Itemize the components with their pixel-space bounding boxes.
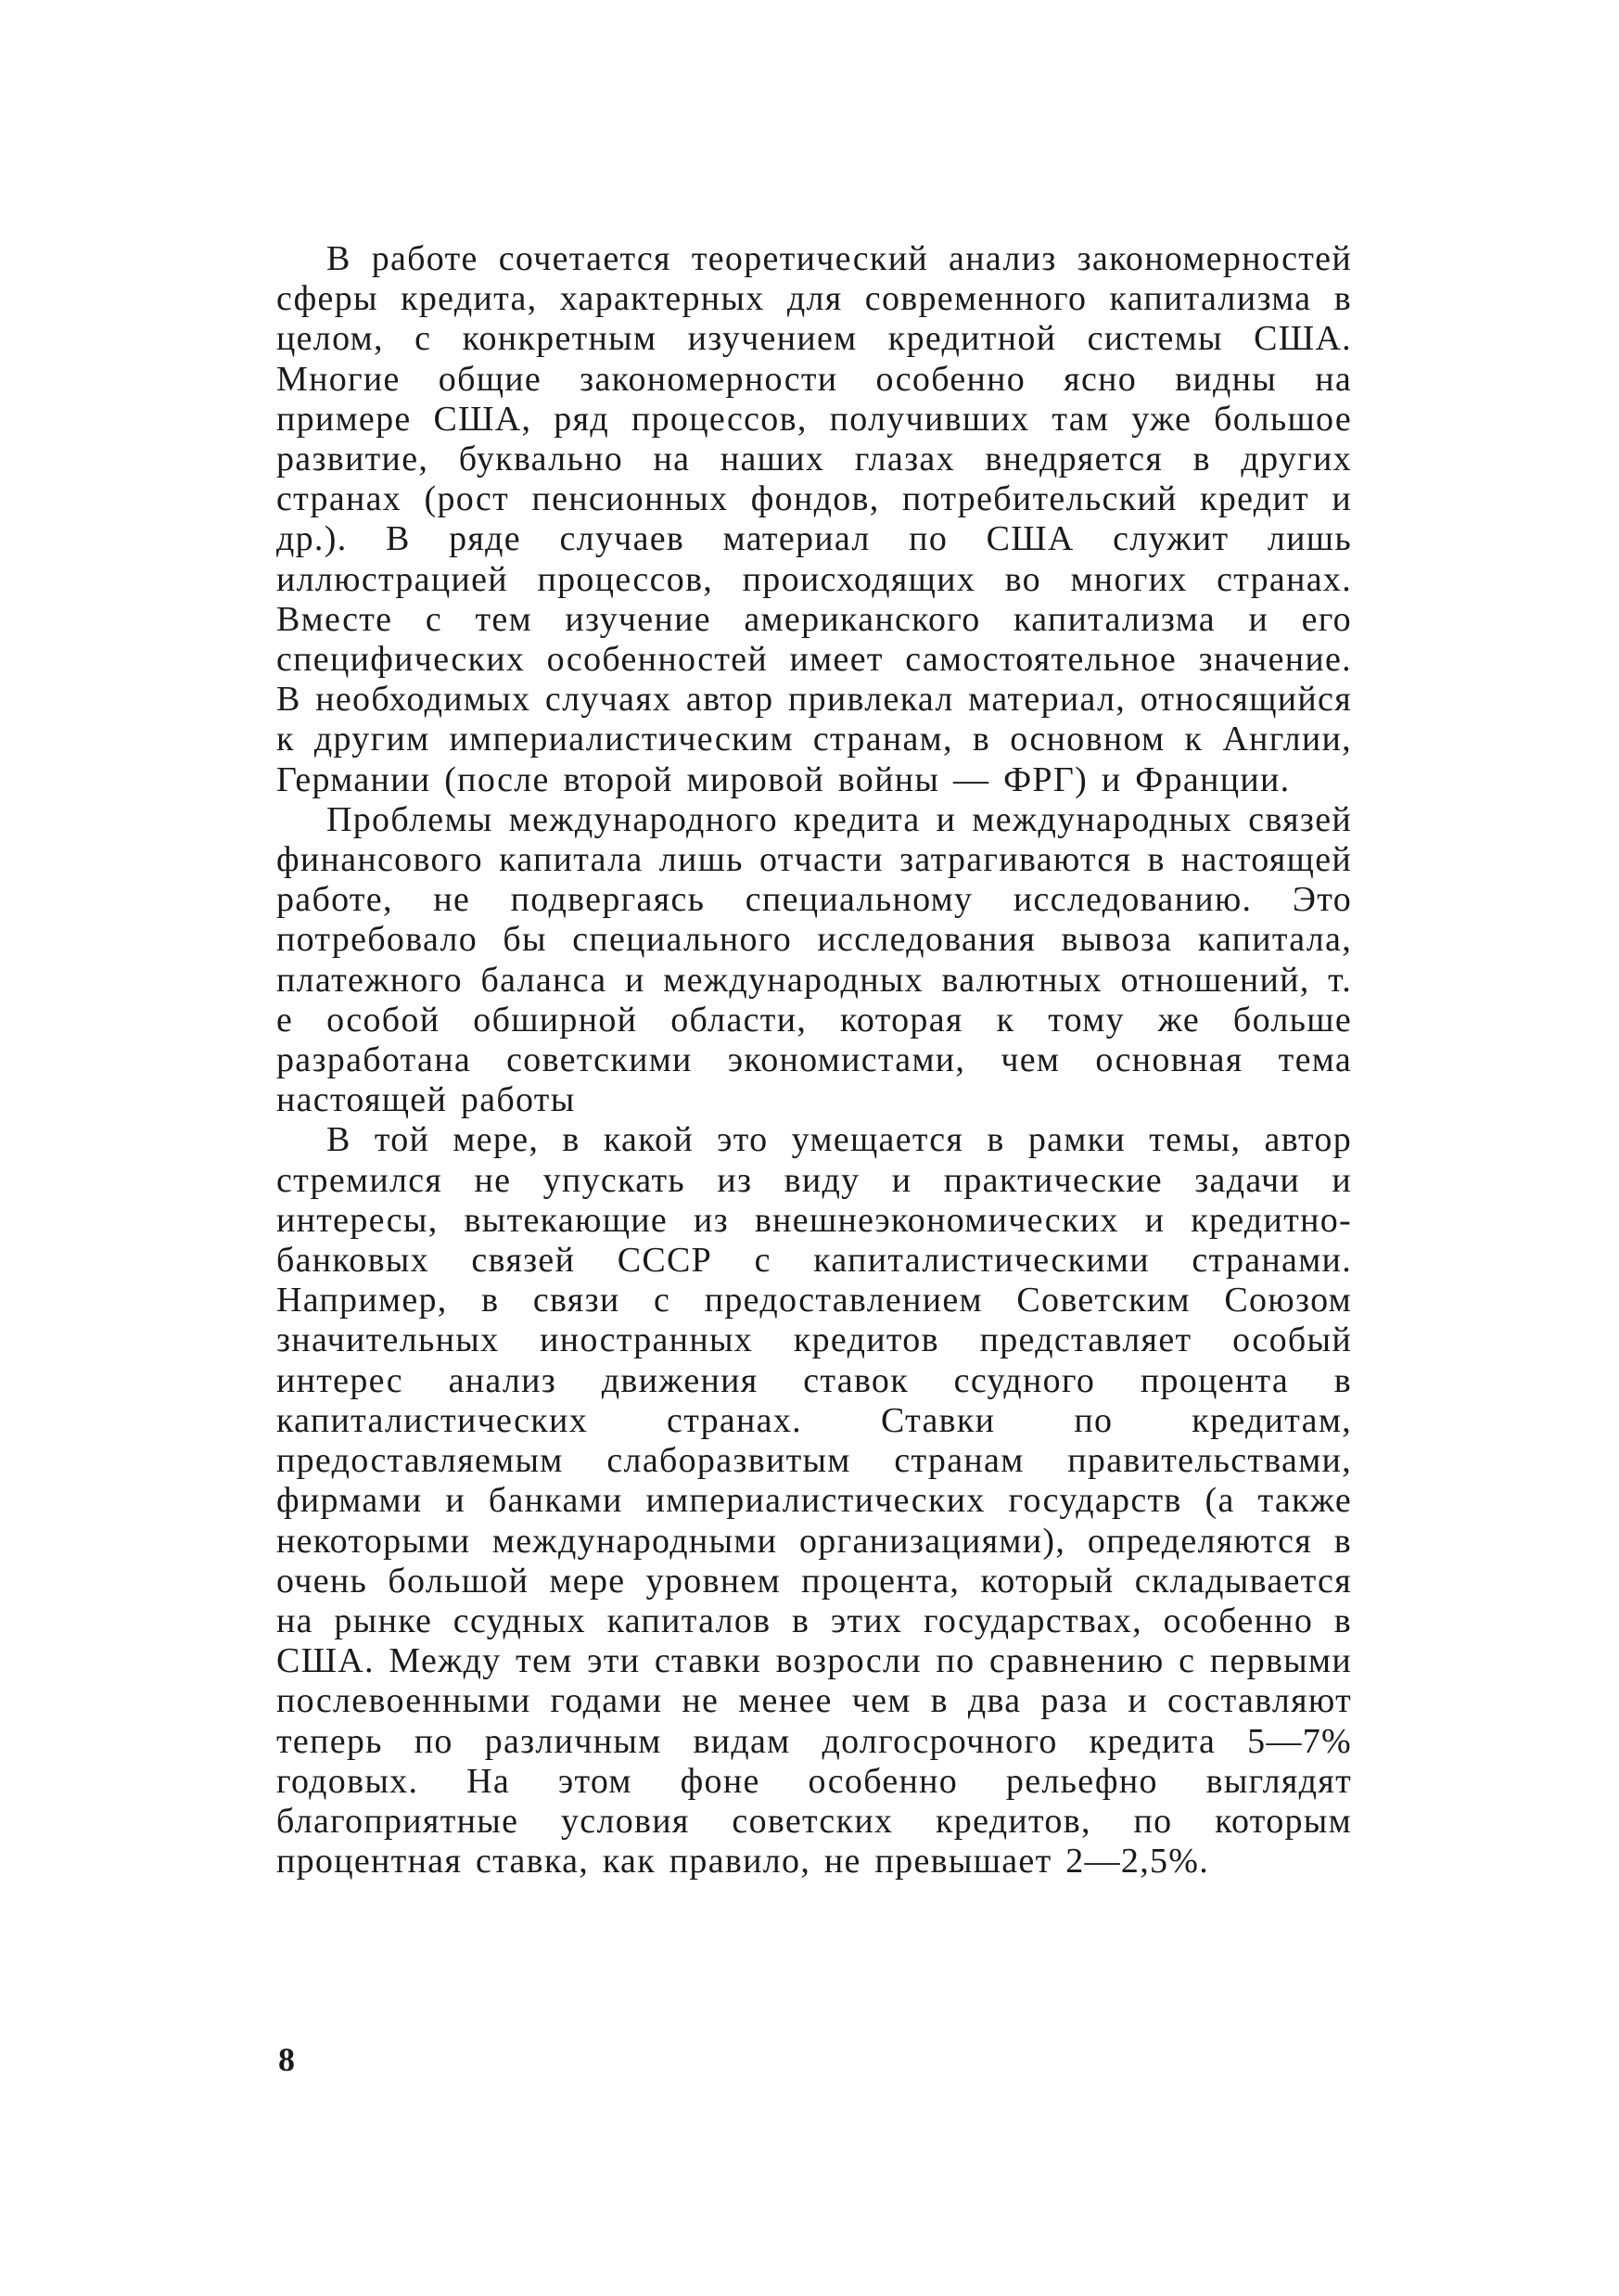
body-text xyxy=(276,239,1352,1881)
paragraph-1: В работе сочетается теоретический анализ закономерностей сферы кредита, характерных для современного капитализма в целом, с конкретным изучением кредитной системы США. Многие общие закономерности особенно ясно видны на примере США, ряд процессов, получивших там уже большое развитие, буквально на наших глазах внедряется в других странах (рост пенсионных фондов, потребительский кредит и др.). В ряде случаев материал по США служит лишь иллюстрацией процессов, происходящих во многих странах. Вместе с тем изучение американского капитализма и его специфических особенностей имеет самостоятельное значение. В необходимых случаях автор привлекал материал, относящийся к другим империалистическим странам, в основном к Англии, Германии (после второй мировой войны — ФРГ) и Франции. xyxy=(276,239,1352,799)
paragraph-3: В той мере, в какой это умещается в рамки темы, автор стремился не упускать из виду и практические задачи и интересы, вытекающие из внешнеэкономических и кредитно-банковых связей СССР с капиталистическими странами. Например, в связи с предоставлением Советским Союзом значительных иностранных кредитов представляет особый интерес анализ движения ставок ссудного процента в капиталистических странах. Ставки по кредитам, предоставляемым слаборазвитым странам правительствами, фирмами и банками империалистических государств (а также некоторыми международными организациями), определяются в очень большой мере уровнем процента, который складывается на рынке ссудных капиталов в этих государствах, особенно в США. Между тем эти ставки возросли по сравнению с первыми послевоенными годами не менее чем в два раза и составляют теперь по различным видам долгосрочного кредита 5—7% годовых. На этом фоне особенно рельефно выглядят благоприятные условия советских кредитов, по которым процентная ставка, как правило, не превышает 2—2,5%. xyxy=(276,1120,1352,1881)
paragraph-2: Проблемы международного кредита и международных связей финансового капитала лишь отчасти затрагиваются в настоящей работе, не подвергаясь специальному исследованию. Это потребовало бы специального исследования вывоза капитала, платежного баланса и международных валютных отношений, т. е особой обширной области, которая к тому же больше разработана советскими экономистами, чем основная тема настоящей работы xyxy=(276,799,1352,1120)
page-number: 8 xyxy=(278,2041,295,2078)
